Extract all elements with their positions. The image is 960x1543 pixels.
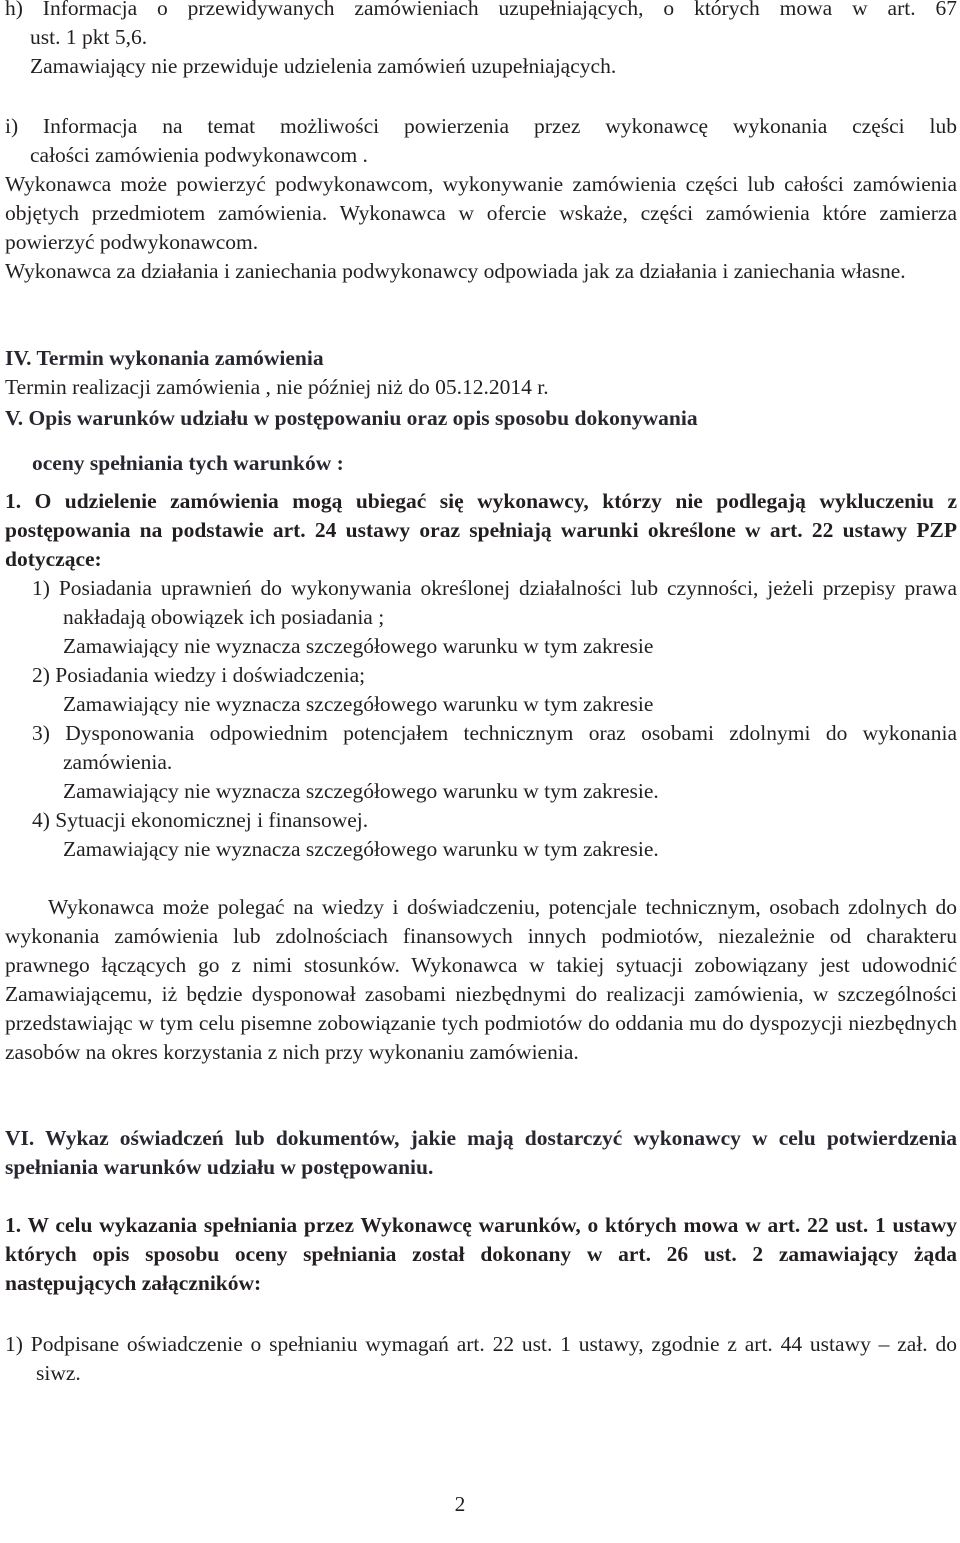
section-vi-item1: 1) Podpisane oświadczenie o spełnianiu wymagań art. 22 ust. 1 ustawy, zgodnie z art. 44 ustawy – zał. do siwz.	[5, 1332, 957, 1385]
section-h-line2: ust. 1 pkt 5,6.	[30, 25, 148, 49]
section-v-heading-line1: V. Opis warunków udziału w postępowaniu oraz opis sposobu dokonywania	[5, 406, 698, 430]
section-i-line1: i) Informacja na temat możliwości powierzenia przez wykonawcę wykonania części lub	[5, 114, 957, 138]
section-vi-point1: 1. W celu wykazania spełniania przez Wykonawcę warunków, o których mowa w art. 22 ust. 1 ustawy których opis sposobu oceny spełniania został dokonany w art. 26 ust. 2 zamawiający żąda następujących załączników:	[5, 1213, 957, 1295]
condition-note-3: Zamawiający nie wyznacza szczegółowego warunku w tym zakresie.	[63, 779, 659, 803]
condition-item-4: 4) Sytuacji ekonomicznej i finansowej.	[32, 808, 369, 832]
condition-note-1: Zamawiający nie wyznacza szczegółowego warunku w tym zakresie	[63, 634, 654, 658]
section-vi-heading: VI. Wykaz oświadczeń lub dokumentów, jakie mają dostarczyć wykonawcy w celu potwierdzenia spełniania warunków udziału w postępowaniu.	[5, 1126, 957, 1179]
section-v-heading-line2: oceny spełniania tych warunków :	[32, 451, 344, 475]
section-v-point1: 1. O udzielenie zamówienia mogą ubiegać się wykonawcy, którzy nie podlegają wykluczeniu z postępowania na podstawie art. 24 ustawy oraz spełniają warunki określone w art. 22 ustawy PZP dotyczące:	[5, 489, 957, 571]
section-h-line1: h) Informacja o przewidywanych zamówieniach uzupełniających, o których mowa w art. 67	[5, 0, 957, 20]
condition-item-1: 1) Posiadania uprawnień do wykonywania określonej działalności lub czynności, jeżeli przepisy prawa nakładają obowiązek ich posiadania ;	[32, 576, 957, 629]
section-iv-text: Termin realizacji zamówienia , nie później niż do 05.12.2014 r.	[5, 375, 549, 399]
condition-note-2: Zamawiający nie wyznacza szczegółowego warunku w tym zakresie	[63, 692, 654, 716]
section-i-paragraph2: Wykonawca za działania i zaniechania podwykonawcy odpowiada jak za działania i zaniechania własne.	[5, 259, 906, 283]
condition-item-3: 3) Dysponowania odpowiednim potencjałem technicznym oraz osobami zdolnymi do wykonania zamówienia.	[32, 721, 957, 774]
section-i-line2: całości zamówienia podwykonawcom .	[30, 143, 368, 167]
section-v-paragraph: Wykonawca może polegać na wiedzy i doświadczeniu, potencjale technicznym, osobach zdolnych do wykonania zamówienia lub zdolnościach finansowych innych podmiotów, niezależnie od charakteru prawnego łączących go z nimi stosunków. Wykonawca w takiej sytuacji zobowiązany jest udowodnić Zamawiającemu, iż będzie dysponował zasobami niezbędnymi do realizacji zamówienia, w szczególności przedstawiając w tym celu pisemne zobowiązanie tych podmiotów do oddania mu do dyspozycji niezbędnych zasobów na okres korzystania z nich przy wykonaniu zamówienia.	[5, 895, 957, 1064]
section-i-paragraph1: Wykonawca może powierzyć podwykonawcom, wykonywanie zamówienia części lub całości zamówienia objętych przedmiotem zamówienia. Wykonawca w ofercie wskaże, części zamówienia które zamierza powierzyć podwykonawcom.	[5, 172, 957, 254]
section-iv-heading: IV. Termin wykonania zamówienia	[5, 346, 324, 370]
page-number: 2	[454, 1492, 466, 1516]
section-h-statement: Zamawiający nie przewiduje udzielenia zamówień uzupełniających.	[30, 54, 617, 78]
condition-item-2: 2) Posiadania wiedzy i doświadczenia;	[32, 663, 366, 687]
condition-note-4: Zamawiający nie wyznacza szczegółowego warunku w tym zakresie.	[63, 837, 659, 861]
